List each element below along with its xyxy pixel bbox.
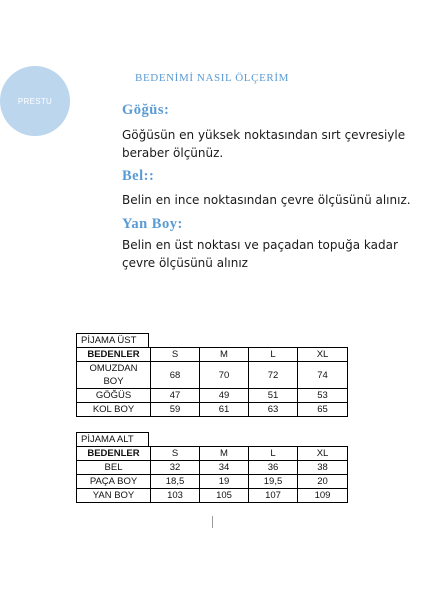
table-cell: 59 — [151, 403, 200, 417]
size-table-top-block — [76, 333, 348, 417]
table-cell: 72 — [249, 362, 298, 389]
table-cell: 34 — [200, 461, 249, 475]
table-cell: 68 — [151, 362, 200, 389]
size-table-bottom — [76, 446, 348, 503]
table-header-cell: BEDENLER — [77, 447, 151, 461]
table-cell: 32 — [151, 461, 200, 475]
table-cell: 53 — [298, 389, 348, 403]
table-header-cell: S — [151, 447, 200, 461]
table-header-cell: M — [200, 348, 249, 362]
table-row — [77, 461, 348, 475]
table-row — [77, 403, 348, 417]
table-cell: 65 — [298, 403, 348, 417]
section-text-waist: Belin en ince noktasından çevre ölçüsünü alınız. — [122, 193, 411, 207]
table-row — [77, 362, 348, 389]
size-table-bottom-title: PİJAMA ALT — [76, 432, 149, 446]
table-cell: 74 — [298, 362, 348, 389]
section-heading-side-length: Yan Boy: — [122, 216, 183, 232]
table-cell: KOL BOY — [77, 403, 151, 417]
table-cell: 49 — [200, 389, 249, 403]
size-table-top-title: PİJAMA ÜST — [76, 333, 149, 347]
table-cell: 20 — [298, 475, 348, 489]
table-cell: 51 — [249, 389, 298, 403]
brand-logo-text: PRESTU — [17, 96, 53, 106]
table-header-row — [77, 348, 348, 362]
table-header-cell: BEDENLER — [77, 348, 151, 362]
table-cell: 47 — [151, 389, 200, 403]
table-cell: BEL — [77, 461, 151, 475]
table-cell: 63 — [249, 403, 298, 417]
page-title: BEDENİMİ NASIL ÖLÇERİM — [135, 72, 289, 84]
table-cell: 103 — [151, 489, 200, 503]
text-cursor — [212, 516, 213, 528]
table-cell: 105 — [200, 489, 249, 503]
table-cell: 61 — [200, 403, 249, 417]
table-header-cell: XL — [298, 348, 348, 362]
table-header-cell: L — [249, 447, 298, 461]
table-row — [77, 475, 348, 489]
table-cell: YAN BOY — [77, 489, 151, 503]
table-header-cell: M — [200, 447, 249, 461]
size-table-top — [76, 347, 348, 417]
table-cell: 19 — [200, 475, 249, 489]
table-cell: OMUZDAN BOY — [77, 362, 151, 389]
table-cell: 107 — [249, 489, 298, 503]
table-cell: 70 — [200, 362, 249, 389]
table-cell: 109 — [298, 489, 348, 503]
table-header-row — [77, 447, 348, 461]
section-heading-chest: Göğüs: — [122, 102, 170, 118]
table-row — [77, 489, 348, 503]
table-header-cell: XL — [298, 447, 348, 461]
table-cell: 18,5 — [151, 475, 200, 489]
table-cell: GÖĞÜS — [77, 389, 151, 403]
table-cell: 19,5 — [249, 475, 298, 489]
section-heading-waist: Bel:: — [122, 168, 155, 184]
section-text-chest: Göğüsün en yüksek noktasından sırt çevresiyle beraber ölçünüz. — [122, 128, 406, 160]
table-header-cell: L — [249, 348, 298, 362]
table-cell: PAÇA BOY — [77, 475, 151, 489]
table-cell: 38 — [298, 461, 348, 475]
table-cell: 36 — [249, 461, 298, 475]
size-table-bottom-block — [76, 432, 348, 503]
table-header-cell: S — [151, 348, 200, 362]
section-text-side-length: Belin en üst noktası ve paçadan topuğa kadar çevre ölçüsünü alınız — [122, 238, 398, 270]
table-row — [77, 389, 348, 403]
